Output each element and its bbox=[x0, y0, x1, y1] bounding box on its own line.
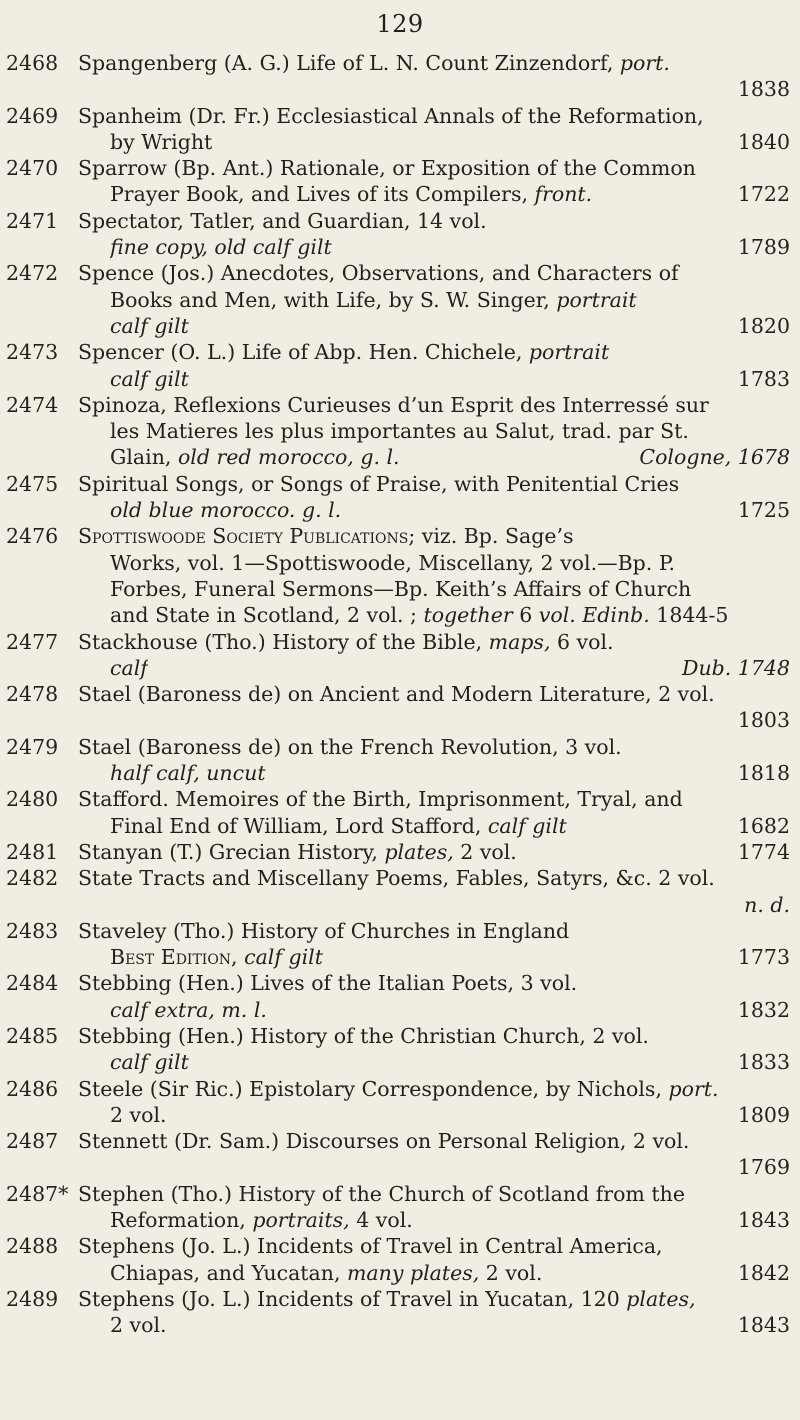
lot-number: 2479 bbox=[6, 734, 59, 759]
entry-line bbox=[78, 1076, 790, 1102]
entry-text-segment: Prayer Book, and Lives of its Compilers, bbox=[110, 182, 535, 207]
entry-line bbox=[78, 392, 790, 418]
catalogue-entry bbox=[0, 839, 800, 865]
entry-text-segment: Spectator, Tatler, and Guardian, 14 vol. bbox=[78, 208, 487, 233]
lot-number: 2488 bbox=[6, 1234, 59, 1259]
entry-text-segment: portrait bbox=[556, 287, 637, 312]
entry-text-segment: fine copy, old calf gilt bbox=[110, 235, 332, 260]
entry-text-segment: Stephen (Tho.) History of the Church of Scotland from the bbox=[78, 1181, 685, 1206]
entry-text-segment: Sparrow (Bp. Ant.) Rationale, or Exposition of the Common bbox=[78, 156, 696, 181]
catalogue-entry bbox=[0, 260, 800, 339]
entry-text-segment: plates, bbox=[626, 1286, 696, 1311]
entry-line bbox=[78, 50, 790, 76]
entry-year: 1769 bbox=[737, 1155, 790, 1180]
entry-text-segment: 6 bbox=[512, 603, 539, 628]
entry-line bbox=[110, 129, 790, 155]
entry-description bbox=[110, 655, 148, 681]
entry-text-segment: Glain, bbox=[110, 445, 178, 470]
entry-text-segment: ; viz. Bp. Sage’s bbox=[408, 524, 574, 549]
catalogue-entry bbox=[0, 339, 800, 392]
entry-text-segment: Works, vol. 1—Spottiswoode, Miscellany, 2 vol.—Bp. P. bbox=[110, 550, 675, 575]
entry-line bbox=[110, 655, 790, 681]
entry-text-segment: together bbox=[423, 603, 513, 628]
entry-text-segment: port. bbox=[668, 1076, 719, 1101]
entry-text-segment: Stafford. Memoires of the Birth, Imprisonment, Tryal, and bbox=[78, 787, 683, 812]
entry-line bbox=[110, 813, 790, 839]
entry-text-segment: and State in Scotland, 2 vol. ; bbox=[110, 603, 424, 628]
entry-line bbox=[110, 234, 790, 260]
entry-line bbox=[110, 366, 790, 392]
entry-year: 1803 bbox=[737, 708, 790, 733]
entry-line bbox=[78, 260, 790, 286]
lot-number: 2468 bbox=[6, 51, 59, 75]
entry-line bbox=[78, 629, 790, 655]
entry-text-segment: 2 vol. bbox=[110, 1102, 167, 1127]
entry-line bbox=[110, 497, 790, 523]
entry-text-segment: plates, bbox=[384, 839, 454, 864]
entry-year: 1818 bbox=[737, 761, 790, 786]
lot-number: 2482 bbox=[6, 866, 59, 891]
entry-year: 1842 bbox=[737, 1260, 790, 1285]
entry-line bbox=[78, 103, 790, 129]
lot-number: 2481 bbox=[6, 839, 59, 864]
entry-text-segment: 2 vol. bbox=[110, 1313, 167, 1338]
entry-text-segment: old blue morocco. g. l. bbox=[110, 498, 342, 523]
entry-text-segment: Best Edition, bbox=[110, 945, 238, 970]
entry-year-line bbox=[78, 76, 790, 102]
entry-line bbox=[110, 1207, 790, 1233]
page-number: 129 bbox=[376, 10, 424, 38]
entry-description bbox=[110, 760, 266, 786]
entry-line bbox=[110, 1102, 790, 1128]
entry-text-segment: Stebbing (Hen.) History of the Christian Church, 2 vol. bbox=[78, 1023, 649, 1048]
entry-year: 1773 bbox=[737, 945, 790, 970]
entry-description bbox=[110, 1049, 189, 1075]
entry-text-segment: half calf, uncut bbox=[110, 761, 266, 786]
entry-text-segment: Stennett (Dr. Sam.) Discourses on Personal Religion, 2 vol. bbox=[78, 1129, 690, 1154]
lot-number: 2473 bbox=[6, 340, 59, 365]
catalogue-entry bbox=[0, 970, 800, 1023]
lot-number: 2470 bbox=[6, 156, 59, 181]
entry-line bbox=[78, 155, 790, 181]
entry-year: 1833 bbox=[737, 1050, 790, 1075]
lot-number: 2477 bbox=[6, 629, 59, 654]
lot-number: 2475 bbox=[6, 471, 59, 496]
entry-line bbox=[78, 918, 790, 944]
catalogue-entry bbox=[0, 208, 800, 261]
catalogue-entry bbox=[0, 1286, 800, 1339]
entry-line bbox=[110, 602, 790, 628]
entry-line bbox=[78, 339, 790, 365]
entry-line bbox=[78, 1128, 790, 1154]
entry-line bbox=[110, 944, 790, 970]
entry-year: n. d. bbox=[744, 892, 790, 917]
entry-description bbox=[110, 181, 592, 207]
entry-text-segment: Spiritual Songs, or Songs of Praise, with Penitential Cries bbox=[78, 471, 680, 496]
entry-description bbox=[110, 1312, 167, 1338]
entry-year: Dub. 1748 bbox=[682, 655, 790, 680]
entry-text-segment: front. bbox=[534, 182, 593, 207]
lot-number: 2486 bbox=[6, 1076, 59, 1101]
entry-year: 1832 bbox=[737, 997, 790, 1022]
catalogue-entry bbox=[0, 865, 800, 918]
lot-number: 2478 bbox=[6, 682, 59, 707]
entry-text-segment: Chiapas, and Yucatan, bbox=[110, 1260, 347, 1285]
entry-year: 1840 bbox=[737, 129, 790, 154]
entry-description bbox=[110, 234, 332, 260]
lot-number: 2472 bbox=[6, 261, 59, 286]
catalogue-entry bbox=[0, 50, 800, 103]
entry-line bbox=[78, 1181, 790, 1207]
entry-line bbox=[78, 1023, 790, 1049]
entry-line bbox=[110, 1049, 790, 1075]
entry-line bbox=[78, 1233, 790, 1259]
catalogue-entry bbox=[0, 103, 800, 156]
entry-description bbox=[110, 1260, 542, 1286]
entry-text-segment: Forbes, Funeral Sermons—Bp. Keith’s Affairs of Church bbox=[110, 576, 692, 601]
entry-year: 1809 bbox=[737, 1102, 790, 1127]
entry-text-segment: Stanyan (T.) Grecian History, bbox=[78, 839, 385, 864]
catalogue-entries bbox=[0, 50, 800, 1339]
entry-text-segment: vol. Edinb. bbox=[538, 603, 650, 628]
entry-line bbox=[110, 550, 790, 576]
entry-line bbox=[78, 970, 790, 996]
entry-text-segment: calf bbox=[110, 655, 148, 680]
catalogue-entry bbox=[0, 523, 800, 628]
catalogue-entry bbox=[0, 681, 800, 734]
entry-line bbox=[78, 786, 790, 812]
lot-number: 2476 bbox=[6, 524, 59, 549]
entry-text-segment: 2 vol. bbox=[479, 1260, 543, 1285]
catalogue-entry bbox=[0, 471, 800, 524]
entry-line bbox=[110, 997, 790, 1023]
entry-year: Cologne, 1678 bbox=[639, 445, 790, 470]
entry-year: 1725 bbox=[737, 498, 790, 523]
entry-text-segment: Final End of William, Lord Stafford, bbox=[110, 813, 488, 838]
lot-number: 2485 bbox=[6, 1023, 59, 1048]
entry-year-line bbox=[78, 1154, 790, 1180]
entry-line bbox=[78, 734, 790, 760]
catalogue-entry bbox=[0, 1233, 800, 1286]
entry-text-segment: les Matieres les plus importantes au Salut, trad. par St. bbox=[110, 419, 689, 444]
entry-description bbox=[110, 997, 267, 1023]
entry-text-segment: Books and Men, with Life, by S. W. Singer, bbox=[110, 287, 557, 312]
entry-text-segment: port. bbox=[619, 51, 670, 75]
entry-text-segment: Steele (Sir Ric.) Epistolary Correspondence, by Nichols, bbox=[78, 1076, 669, 1101]
entry-description bbox=[78, 839, 517, 865]
lot-number: 2471 bbox=[6, 208, 59, 233]
entry-text-segment: 2 vol. bbox=[453, 839, 517, 864]
entry-description bbox=[110, 313, 189, 339]
entry-text-segment: Staveley (Tho.) History of Churches in England bbox=[78, 918, 570, 943]
catalogue-entry bbox=[0, 392, 800, 471]
entry-description bbox=[110, 813, 567, 839]
catalogue-entry bbox=[0, 786, 800, 839]
lot-number: 2487* bbox=[6, 1181, 69, 1206]
catalogue-entry bbox=[0, 1076, 800, 1129]
entry-description bbox=[110, 1207, 413, 1233]
lot-number: 2474 bbox=[6, 392, 59, 417]
lot-number: 2483 bbox=[6, 918, 59, 943]
entry-text-segment: Stephens (Jo. L.) Incidents of Travel in Central America, bbox=[78, 1234, 663, 1259]
entry-line bbox=[110, 181, 790, 207]
entry-line bbox=[78, 839, 790, 865]
entry-text-segment: old red morocco, g. l. bbox=[177, 445, 400, 470]
catalogue-entry bbox=[0, 629, 800, 682]
entry-text-segment: 6 vol. bbox=[550, 629, 614, 654]
entry-year: 1838 bbox=[737, 77, 790, 102]
lot-number: 2480 bbox=[6, 787, 59, 812]
entry-text-segment: calf gilt bbox=[244, 945, 323, 970]
entry-text-segment: Stael (Baroness de) on Ancient and Modern Literature, 2 vol. bbox=[78, 682, 715, 707]
entry-line bbox=[110, 760, 790, 786]
entry-line bbox=[110, 418, 790, 444]
lot-number: 2489 bbox=[6, 1286, 59, 1311]
entry-year: 1774 bbox=[737, 839, 790, 864]
entry-text-segment: 4 vol. bbox=[349, 1208, 413, 1233]
catalogue-entry bbox=[0, 1023, 800, 1076]
catalogue-entry bbox=[0, 1181, 800, 1234]
entry-description bbox=[110, 129, 212, 155]
entry-text-segment: Spangenberg (A. G.) Life of L. N. Count Zinzendorf, bbox=[78, 51, 620, 75]
entry-text-segment: Stebbing (Hen.) Lives of the Italian Poets, 3 vol. bbox=[78, 971, 578, 996]
entry-year: 1843 bbox=[737, 1208, 790, 1233]
entry-line bbox=[78, 681, 790, 707]
entry-text-segment: Stephens (Jo. L.) Incidents of Travel in Yucatan, 120 bbox=[78, 1286, 627, 1311]
entry-line bbox=[110, 287, 790, 313]
entry-text-segment: calf gilt bbox=[110, 313, 189, 338]
entry-text-segment: calf gilt bbox=[487, 813, 567, 838]
entry-year-line bbox=[78, 892, 790, 918]
entry-text-segment: calf extra, m. l. bbox=[110, 997, 267, 1022]
catalogue-entry bbox=[0, 155, 800, 208]
entry-line bbox=[110, 444, 790, 470]
lot-number: 2469 bbox=[6, 103, 59, 128]
entry-description bbox=[110, 1102, 167, 1128]
entry-line bbox=[110, 313, 790, 339]
entry-text-segment: Spinoza, Reflexions Curieuses d’un Esprit des Interressé sur bbox=[78, 392, 709, 417]
entry-text-segment: many plates, bbox=[346, 1260, 480, 1285]
entry-text-segment: Reformation, bbox=[110, 1208, 253, 1233]
entry-description bbox=[110, 944, 323, 970]
entry-text-segment: portraits, bbox=[252, 1208, 350, 1233]
entry-year: 1722 bbox=[737, 182, 790, 207]
entry-text-segment: 1844-5 bbox=[649, 603, 729, 628]
entry-text-segment: by Wright bbox=[110, 129, 213, 154]
lot-number: 2484 bbox=[6, 971, 59, 996]
catalogue-entry bbox=[0, 734, 800, 787]
entry-year: 1789 bbox=[737, 235, 790, 260]
entry-text-segment: Spanheim (Dr. Fr.) Ecclesiastical Annals of the Reformation, bbox=[78, 103, 704, 128]
entry-description bbox=[110, 444, 400, 470]
entry-text-segment: calf gilt bbox=[110, 1050, 189, 1075]
entry-line bbox=[78, 471, 790, 497]
entry-year: 1682 bbox=[737, 813, 790, 838]
entry-line bbox=[78, 523, 790, 549]
entry-text-segment: Spence (Jos.) Anecdotes, Observations, and Characters of bbox=[78, 261, 679, 286]
entry-text-segment: State Tracts and Miscellany Poems, Fables, Satyrs, &c. 2 vol. bbox=[78, 866, 715, 891]
entry-text-segment: maps, bbox=[488, 629, 551, 654]
entry-year: 1843 bbox=[737, 1313, 790, 1338]
entry-year: 1820 bbox=[737, 313, 790, 338]
entry-line bbox=[110, 1312, 790, 1338]
entry-text-segment: Spencer (O. L.) Life of Abp. Hen. Chichele, bbox=[78, 340, 529, 365]
entry-line bbox=[110, 576, 790, 602]
entry-text-segment: Stackhouse (Tho.) History of the Bible, bbox=[78, 629, 489, 654]
entry-line bbox=[78, 1286, 790, 1312]
entry-text-segment: calf gilt bbox=[110, 366, 189, 391]
entry-description bbox=[110, 366, 189, 392]
catalogue-entry bbox=[0, 918, 800, 971]
entry-text-segment: portrait bbox=[528, 340, 610, 365]
entry-text-segment: Stael (Baroness de) on the French Revolution, 3 vol. bbox=[78, 734, 622, 759]
entry-year-line bbox=[78, 707, 790, 733]
entry-line bbox=[78, 865, 790, 891]
lot-number: 2487 bbox=[6, 1129, 59, 1154]
entry-text-segment: Spottiswoode Society Publications bbox=[78, 524, 409, 549]
entry-line bbox=[78, 208, 790, 234]
entry-description bbox=[110, 497, 341, 523]
catalogue-entry bbox=[0, 1128, 800, 1181]
entry-year: 1783 bbox=[737, 366, 790, 391]
entry-line bbox=[110, 1260, 790, 1286]
